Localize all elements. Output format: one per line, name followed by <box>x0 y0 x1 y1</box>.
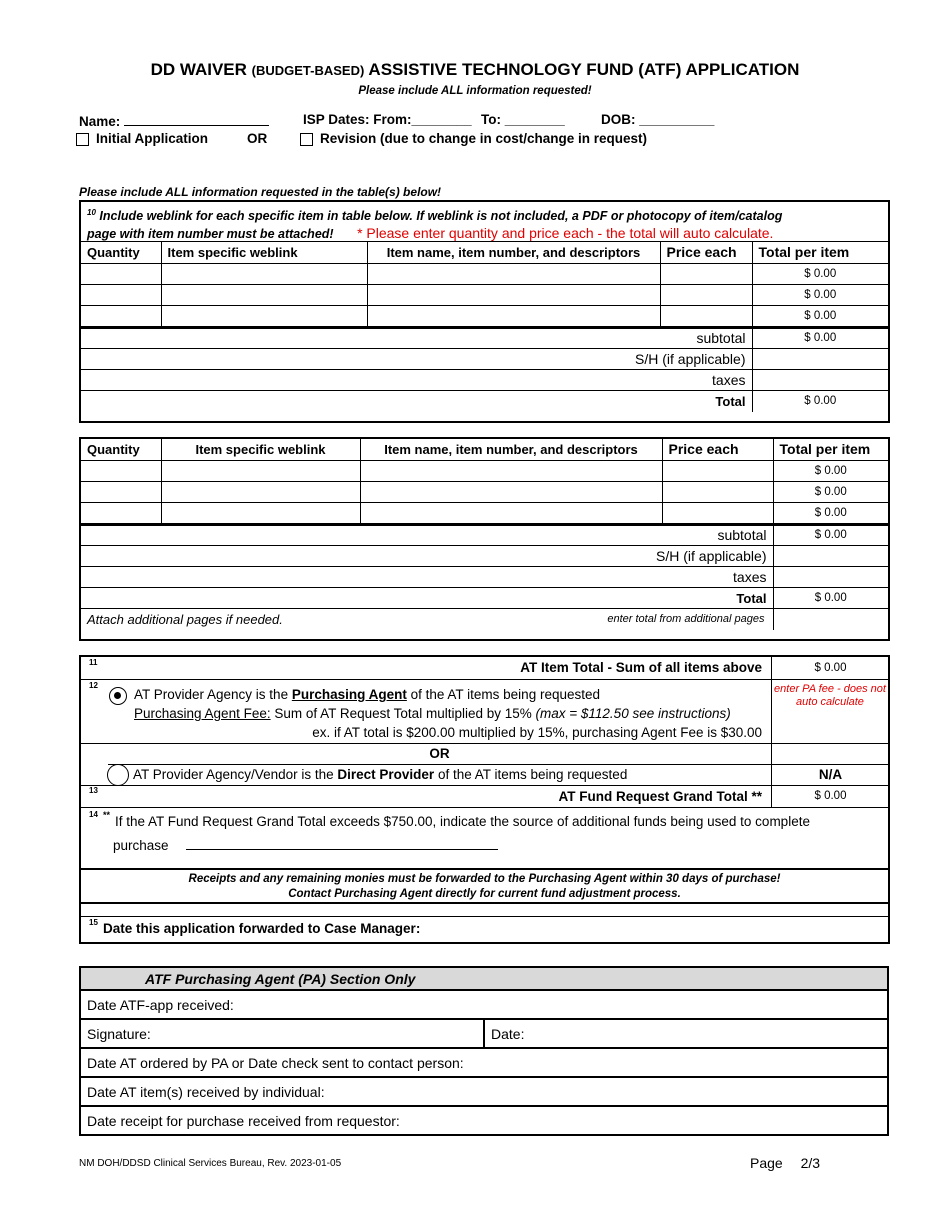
quantity-cell[interactable] <box>81 305 161 326</box>
sh-value[interactable] <box>773 546 888 567</box>
total-value: $ 0.00 <box>773 588 888 609</box>
price-cell[interactable] <box>662 502 773 523</box>
grand-total-row: 13 AT Fund Request Grand Total ** $ 0.00 <box>81 786 888 808</box>
direct-provider-row: AT Provider Agency/Vendor is the Direct Provider of the AT items being requested N/A <box>81 765 888 786</box>
forwarded-date-row[interactable]: 15 Date this application forwarded to Case Manager: <box>89 918 421 936</box>
page-number: Page 2/3 <box>750 1155 821 1171</box>
table-row <box>81 481 888 502</box>
quantity-cell[interactable] <box>81 502 161 523</box>
taxes-label: taxes <box>81 370 752 391</box>
isp-dates-to[interactable]: To: ________ <box>481 112 565 127</box>
item-name-cell[interactable] <box>360 502 662 523</box>
form-title: DD WAIVER (BUDGET-BASED) ASSISTIVE TECHNOLOGY FUND (ATF) APPLICATION <box>150 60 800 79</box>
item-name-cell[interactable] <box>367 263 660 284</box>
table-row <box>81 305 888 326</box>
pa-fee-input[interactable]: enter PA fee - does not auto calculate <box>771 680 888 743</box>
table-instructions: Please include ALL information requested in the table(s) below! <box>79 185 442 199</box>
total-cell: $ 0.00 <box>773 481 888 502</box>
forwarded-date-label: Date this application forwarded to Case Manager: <box>103 921 421 936</box>
weblink-note: $^{10}$ Include weblink for each specific item in table below. If weblink is not included, a PDF or photocopy of item/catalog page with item number must be attached! * Please enter quantity and price each - the total will auto calculate. <box>81 202 888 242</box>
taxes-label: taxes <box>81 567 773 588</box>
subtotal-value: $ 0.00 <box>752 328 888 349</box>
col-price-each: Price each <box>660 242 752 263</box>
total-cell: $ 0.00 <box>752 284 888 305</box>
table-row <box>81 284 888 305</box>
initial-application-label: Initial Application <box>96 131 209 146</box>
pa-signature-field[interactable]: Signature: <box>80 1019 484 1048</box>
additional-funds-row: 14 ** If the AT Fund Request Grand Total exceeds $750.00, indicate the source of additional funds being used to complete purchase <box>81 808 888 870</box>
col-item-name: Item name, item number, and descriptors <box>360 439 662 460</box>
col-quantity: Quantity <box>81 242 161 263</box>
initial-application-checkbox[interactable] <box>76 133 89 146</box>
or-row: OR <box>108 744 888 765</box>
pa-section-header: ATF Purchasing Agent (PA) Section Only <box>80 967 888 990</box>
at-item-total-row: 11 AT Item Total - Sum of all items above $ 0.00 <box>81 657 888 680</box>
item-name-cell[interactable] <box>367 284 660 305</box>
enter-total-label: enter total from additional pages <box>607 613 765 625</box>
direct-provider-value: N/A <box>771 765 889 785</box>
taxes-value[interactable] <box>773 567 888 588</box>
total-value: $ 0.00 <box>752 391 888 412</box>
col-total-per-item: Total per item <box>752 242 888 263</box>
or-label: OR <box>247 131 268 146</box>
grand-total-value: $ 0.00 <box>771 786 889 807</box>
table-header-row <box>81 439 888 460</box>
sh-label: S/H (if applicable) <box>81 546 773 567</box>
pa-receipt-received-field[interactable]: Date receipt for purchase received from requestor: <box>80 1106 888 1135</box>
total-cell: $ 0.00 <box>773 502 888 523</box>
at-item-total-label: AT Item Total - Sum of all items above <box>520 660 762 675</box>
quantity-cell[interactable] <box>81 460 161 481</box>
subtotal-label: subtotal <box>81 525 773 546</box>
quantity-cell[interactable] <box>81 263 161 284</box>
footer-revision: NM DOH/DDSD Clinical Services Bureau, Rev. 2023-01-05 <box>79 1158 342 1169</box>
grand-total-label: AT Fund Request Grand Total ** <box>558 789 762 804</box>
name-field[interactable]: Name: <box>79 112 269 129</box>
quantity-cell[interactable] <box>81 481 161 502</box>
col-weblink: Item specific weblink <box>161 242 367 263</box>
table-row <box>81 460 888 481</box>
col-quantity: Quantity <box>81 439 161 460</box>
total-label: Total <box>81 391 752 412</box>
col-price-each: Price each <box>662 439 773 460</box>
table-header-row <box>81 242 888 263</box>
items-grid-1 <box>81 242 888 327</box>
weblink-cell[interactable] <box>161 460 360 481</box>
weblink-cell[interactable] <box>161 305 367 326</box>
pa-section <box>79 966 889 1136</box>
purchasing-agent-row: 12 AT Provider Agency is the Purchasing Agent of the AT items being requested Purchasing Agent Fee: Sum of AT Request Total multiplied by 15% (max = $112.50 see instructions) ex. if AT total is $200.00 multiplied by 15%, purchasing Agent Fee is $30.00 enter PA fee - does not auto calculate <box>81 680 888 744</box>
items-table-1 <box>79 200 890 423</box>
col-total-per-item: Total per item <box>773 439 888 460</box>
col-item-name: Item name, item number, and descriptors <box>367 242 660 263</box>
items-grid-2 <box>81 439 888 524</box>
dob-field[interactable]: DOB: __________ <box>601 112 715 127</box>
additional-pages-row <box>81 609 773 630</box>
form-subtitle: Please include ALL information requested! <box>358 85 592 97</box>
receipts-notice: Receipts and any remaining monies must be forwarded to the Purchasing Agent within 30 days of purchase! Contact Purchasing Agent directly for current fund adjustment process. <box>81 870 888 904</box>
attach-pages-label: Attach additional pages if needed. <box>87 611 283 627</box>
weblink-cell[interactable] <box>161 502 360 523</box>
name-input-line[interactable] <box>124 112 269 126</box>
weblink-cell[interactable] <box>161 481 360 502</box>
totals-grid-2 <box>81 524 888 630</box>
total-cell: $ 0.00 <box>752 263 888 284</box>
purchasing-agent-radio[interactable] <box>109 687 127 705</box>
revision-label: Revision (due to change in cost/change in request) <box>320 131 648 146</box>
pa-item-received-field[interactable]: Date AT item(s) received by individual: <box>80 1077 888 1106</box>
subtotal-value: $ 0.00 <box>773 525 888 546</box>
price-cell[interactable] <box>660 305 752 326</box>
item-name-cell[interactable] <box>367 305 660 326</box>
total-cell: $ 0.00 <box>752 305 888 326</box>
pa-date-field[interactable]: Date: <box>484 1019 888 1048</box>
isp-dates-from[interactable]: ISP Dates: From:________ <box>303 112 472 127</box>
total-cell: $ 0.00 <box>773 460 888 481</box>
col-weblink: Item specific weblink <box>161 439 360 460</box>
pa-received-field[interactable]: Date ATF-app received: <box>80 990 888 1019</box>
item-name-cell[interactable] <box>360 460 662 481</box>
weblink-cell[interactable] <box>161 263 367 284</box>
additional-pages-total[interactable] <box>773 609 888 630</box>
sh-label: S/H (if applicable) <box>81 349 752 370</box>
sh-value[interactable] <box>752 349 888 370</box>
summary-section <box>79 655 890 944</box>
total-label: Total <box>81 588 773 609</box>
price-cell[interactable] <box>660 263 752 284</box>
pa-ordered-field[interactable]: Date AT ordered by PA or Date check sent to contact person: <box>80 1048 888 1077</box>
at-item-total-value: $ 0.00 <box>771 657 889 679</box>
revision-checkbox[interactable] <box>300 133 313 146</box>
item-name-cell[interactable] <box>360 481 662 502</box>
table-row <box>81 502 888 523</box>
direct-provider-radio[interactable] <box>107 764 129 786</box>
price-cell[interactable] <box>662 481 773 502</box>
weblink-cell[interactable] <box>161 284 367 305</box>
auto-calc-note: * Please enter quantity and price each - the total will auto calculate. <box>357 225 774 242</box>
price-cell[interactable] <box>662 460 773 481</box>
totals-grid-1 <box>81 327 888 412</box>
additional-funds-input[interactable] <box>186 836 498 850</box>
price-cell[interactable] <box>660 284 752 305</box>
quantity-cell[interactable] <box>81 284 161 305</box>
table-row <box>81 263 888 284</box>
subtotal-label: subtotal <box>81 328 752 349</box>
items-table-2 <box>79 437 890 641</box>
taxes-value[interactable] <box>752 370 888 391</box>
